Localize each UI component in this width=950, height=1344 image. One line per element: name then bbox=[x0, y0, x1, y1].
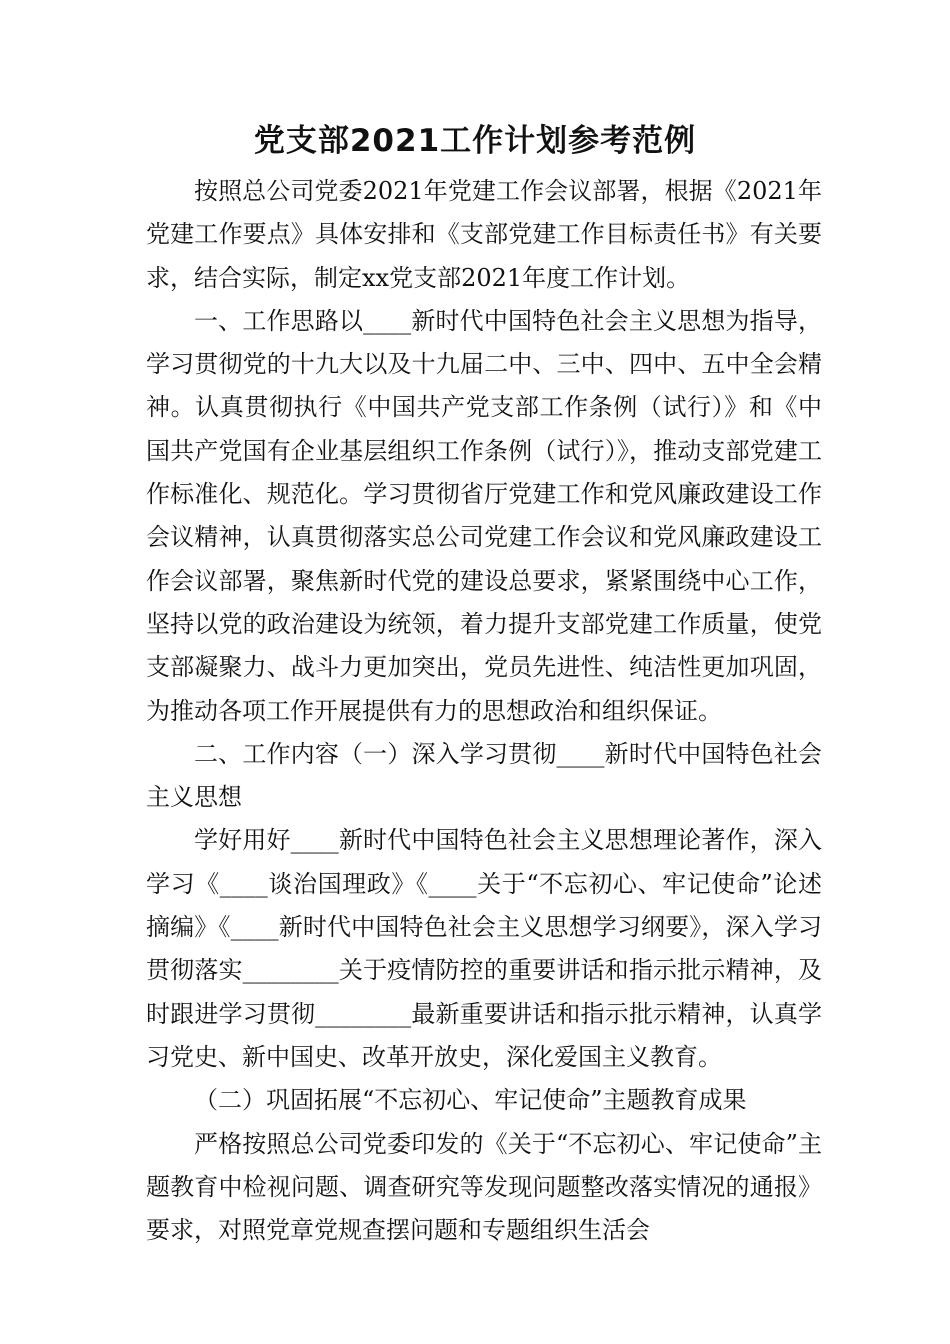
paragraph-work-content-heading: 二、工作内容（一）深入学习贯彻____新时代中国特色社会主义思想 bbox=[146, 739, 822, 812]
paragraph-study-theory: 学好用好____新时代中国特色社会主义思想理论著作，深入学习《____谈治国理政》《____关于“不忘初心、牢记使命”论述摘编》《____新时代中国特色社会主义思想学习纲要》，深入学习贯彻落实________关于疫情防控的重要讲话和指示批示精神，及时跟进学习贯彻________最新重要讲话和指示批示精神，认真学习党史、新中国史、改革开放史，深化爱国主义教育。 bbox=[146, 826, 822, 1071]
paragraph-rectification: 严格按照总公司党委印发的《关于“不忘初心、牢记使命”主题教育中检视问题、调查研究等发现问题整改落实情况的通报》要求，对照党章党规查摆问题和专题组织生活会 bbox=[146, 1129, 822, 1245]
paragraph-section-two-heading: （二）巩固拓展“不忘初心、牢记使命”主题教育成果 bbox=[194, 1086, 747, 1115]
paragraph-intro: 按照总公司党委2021年党建工作会议部署，根据《2021年党建工作要点》具体安排和《支部党建工作目标责任书》有关要求，结合实际，制定xx党支部2021年度工作计划。 bbox=[146, 177, 822, 292]
paragraph-work-approach: 一、工作思路以____新时代中国特色社会主义思想为指导，学习贯彻党的十九大以及十九届二中、三中、四中、五中全会精神。认真贯彻执行《中国共产党支部工作条例（试行）》和《中国共产党国有企业基层组织工作条例（试行）》，推动支部党建工作标准化、规范化。学习贯彻省厅党建工作和党风廉政建设工作会议精神，认真贯彻落实总公司党建工作会议和党风廉政建设工作会议部署，聚焦新时代党的建设总要求，紧紧围绕中心工作，坚持以党的政治建设为统领，着力提升支部党建工作质量，使党支部凝聚力、战斗力更加突出，党员先进性、纯洁性更加巩固，为推动各项工作开展提供有力的思想政治和组织保证。 bbox=[146, 306, 822, 725]
document-title: 党支部2021工作计划参考范例 bbox=[253, 123, 697, 159]
document-body bbox=[146, 170, 822, 1252]
